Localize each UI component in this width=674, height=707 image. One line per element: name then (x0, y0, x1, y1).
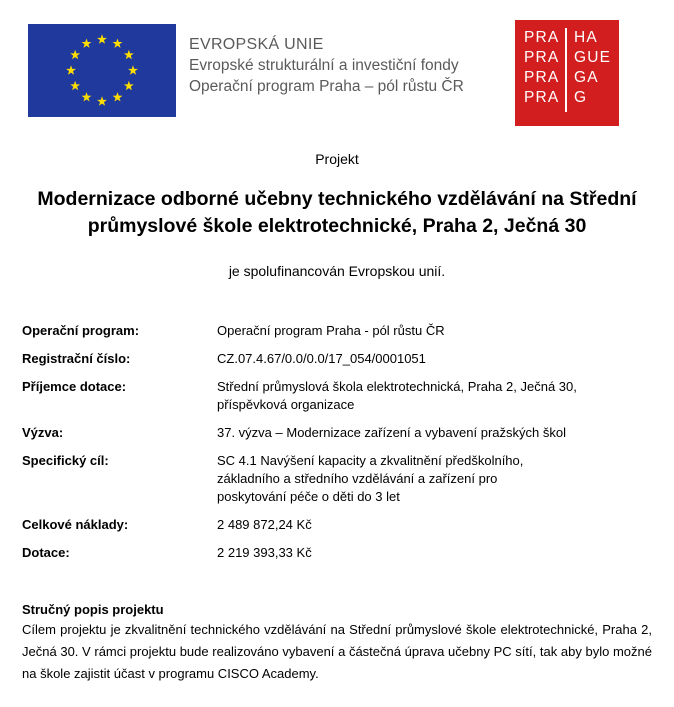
detail-row-subsidy (22, 544, 652, 562)
detail-label: Příjemce dotace: (22, 379, 127, 394)
summary-heading: Stručný popis projektu (22, 602, 164, 617)
eu-programme-line: Operační program Praha – pól růstu ČR (189, 78, 464, 95)
summary-text: Cílem projektu je zkvalitnění technického vzdělávání na Střední průmyslové škole elektrotechnické, Praha 2, Ječná 30. V rámci projektu bude realizováno vybavení a částečná úprava učebny PC sítí, tak aby bylo možné na škole zajistit účast v programu CISCO Academy. (22, 622, 652, 681)
praha-logo-cell: PRA (524, 69, 560, 86)
detail-value: 2 489 872,24 Kč (217, 517, 312, 532)
detail-row-operational-programme (22, 322, 652, 340)
project-details (22, 322, 652, 572)
detail-row-registration-number (22, 350, 652, 368)
detail-label: Celkové náklady: (22, 517, 129, 532)
detail-value: Operační program Praha - pól růstu ČR (217, 323, 445, 338)
praha-logo-cell: PRA (524, 29, 560, 46)
detail-label: Dotace: (22, 545, 70, 560)
detail-label: Registrační číslo: (22, 351, 131, 366)
eu-funds-line: Evropské strukturální a investiční fondy (189, 57, 459, 74)
project-summary (22, 601, 652, 685)
detail-value: 37. výzva – Modernizace zařízení a vybavení pražských škol (217, 425, 566, 440)
detail-label: Výzva: (22, 425, 64, 440)
praha-logo (515, 20, 619, 126)
detail-value: 2 219 393,33 Kč (217, 545, 312, 560)
praha-logo-cell: PRA (524, 89, 560, 106)
praha-logo-cell: PRA (524, 49, 560, 66)
detail-value: SC 4.1 Navýšení kapacity a zkvalitnění předškolního, základního a středního vzdělávání a zařízení pro poskytování péče o děti do 3 let (217, 453, 524, 504)
eu-title: EVROPSKÁ UNIE (189, 36, 324, 53)
detail-value: CZ.07.4.67/0.0/0.0/17_054/0001051 (217, 351, 426, 366)
project-title: Modernizace odborné učebny technického vzdělávání na Střední průmyslové škole elektrotechnické, Praha 2, Ječná 30 (37, 188, 637, 237)
eu-flag-logo (28, 24, 176, 117)
project-label: Projekt (315, 151, 359, 167)
detail-row-specific-objective (22, 452, 652, 506)
detail-row-call (22, 424, 652, 442)
detail-row-total-costs (22, 516, 652, 534)
praha-logo-cell: HA (574, 29, 598, 46)
detail-value: Střední průmyslová škola elektrotechnická, Praha 2, Ječná 30, příspěvková organizace (217, 379, 577, 412)
logo-bar (28, 20, 648, 126)
praha-logo-cell: GUE (574, 49, 612, 66)
detail-label: Specifický cíl: (22, 453, 109, 468)
detail-label: Operační program: (22, 323, 140, 338)
cofinancing-statement: je spolufinancován Evropskou unií. (228, 263, 446, 279)
praha-logo-cell: G (574, 89, 588, 106)
detail-row-recipient (22, 378, 652, 414)
praha-logo-text (524, 28, 616, 108)
eu-programme-text (189, 34, 464, 97)
praha-logo-cell: GA (574, 69, 599, 86)
